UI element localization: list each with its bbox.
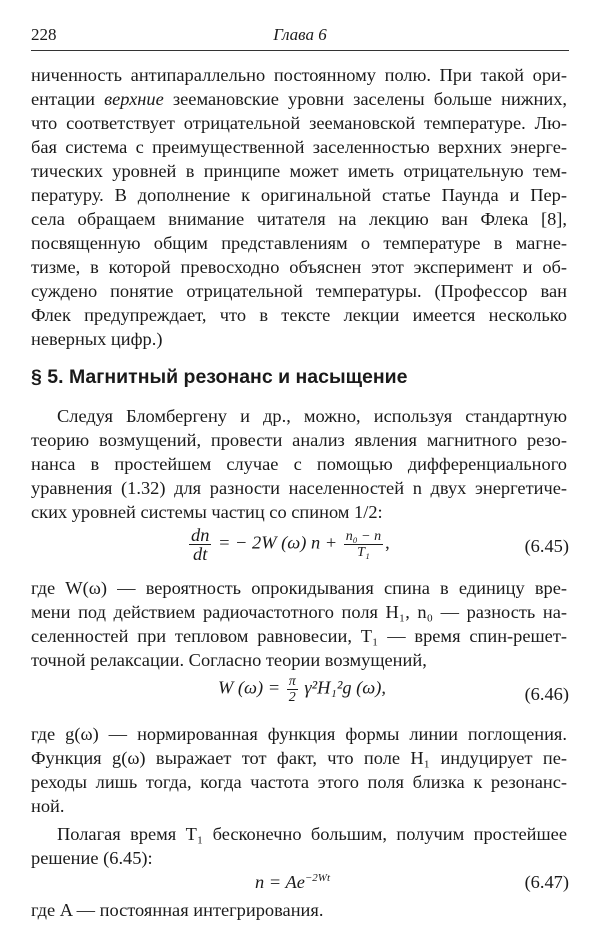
text-line: селенностей при тепловом равновесии, T₁ — время спин-решет-	[31, 626, 567, 646]
text-line: ниченность антипараллельно постоянному полю. При такой ори-	[31, 65, 567, 85]
text-line: уравнения (1.32) для разности населенностей n двух энергетиче-	[31, 478, 567, 498]
text-line: решение (6.45):	[31, 848, 153, 868]
text-line: Функция g(ω) выражает тот факт, что поле H₁ индуцирует пе-	[31, 748, 567, 768]
text-line: ентации верхние зеемановские уровни заселены больше нижних,	[31, 89, 567, 109]
text-line: где g(ω) — нормированная функция формы линии поглощения.	[31, 724, 567, 744]
text-line: тизме, в которой превосходно объяснен этот эксперимент и об-	[31, 257, 567, 277]
emphasis-word: верхние	[104, 89, 164, 109]
header-rule	[31, 50, 569, 51]
equation-6-45	[0, 526, 600, 570]
text-line: что соответствует отрицательной зеемановской температуре. Лю-	[31, 113, 567, 133]
text-line: нанса в простейшем случае с помощью дифференциального	[31, 454, 567, 474]
running-title: Глава 6	[273, 25, 327, 44]
equation-body: W (ω) = $\frac{\pi}{2}$ γ²H₁²g (ω),	[218, 674, 386, 705]
equation-6-47	[0, 872, 600, 896]
text-line: где W(ω) — вероятность опрокидывания спина в единицу вре-	[31, 578, 567, 598]
text-line: точной релаксации. Согласно теории возмущений,	[31, 650, 427, 670]
fraction-relaxation: $\frac{\text{n₀ − n}}{\text{T₁}}$	[345, 529, 382, 560]
text-line: где A — постоянная интегрирования.	[31, 900, 324, 920]
text-line: реходы лишь тогда, когда частота этого поля близка к резонанс-	[31, 772, 567, 792]
equation-body: $n = Ae^{-2Wt}$	[255, 872, 331, 893]
text-line: пературу. В дополнение к оригинальной статье Паунда и Пер-	[31, 185, 567, 205]
text-line: суждено понятие отрицательной температуры. (Профессор ван	[31, 281, 567, 301]
equation-6-46	[0, 674, 600, 718]
fraction-dn-dt: $\frac{dn}{dt}$	[191, 525, 210, 564]
text-line: тических уровней в принципе может иметь отрицательную тем-	[31, 161, 567, 181]
text-line: Флек предупреждает, что в тексте лекции имеется несколько	[31, 305, 567, 325]
page-number: 228	[31, 25, 57, 44]
equation-body: $\frac{dn}{dt}$ = − 2W (ω) n + $\frac{\text{n₀ − n}}{\text{T₁}}$ ,	[191, 525, 390, 564]
text-line: посвященную общим представлениям о температуре в магне-	[31, 233, 567, 253]
text-line: мени под действием радиочастотного поля H₁, n₀ — разность на-	[31, 602, 567, 622]
text-line: неверных цифр.)	[31, 329, 163, 349]
text-line: ной.	[31, 796, 65, 816]
text-line: теорию возмущений, провести анализ явления магнитного резо-	[31, 430, 567, 450]
text-line: Полагая время T₁ бесконечно большим, получим простейшее	[57, 824, 567, 844]
text-line: Следуя Бломбергену и др., можно, используя стандартную	[57, 406, 567, 426]
equation-number: (6.46)	[524, 684, 569, 704]
text-line: бая система с преимущественной заселенностью верхних энерге-	[31, 137, 567, 157]
text-line: села обращаем внимание читателя на лекцию ван Флека [8],	[31, 209, 567, 229]
text-line: ских уровней системы частиц со спином 1/2:	[31, 502, 383, 522]
fraction-pi-2: $\frac{\pi}{2}$	[288, 674, 296, 705]
section-heading: § 5. Магнитный резонанс и насыщение	[31, 366, 408, 388]
equation-number: (6.47)	[524, 872, 569, 892]
equation-number: (6.45)	[524, 536, 569, 556]
